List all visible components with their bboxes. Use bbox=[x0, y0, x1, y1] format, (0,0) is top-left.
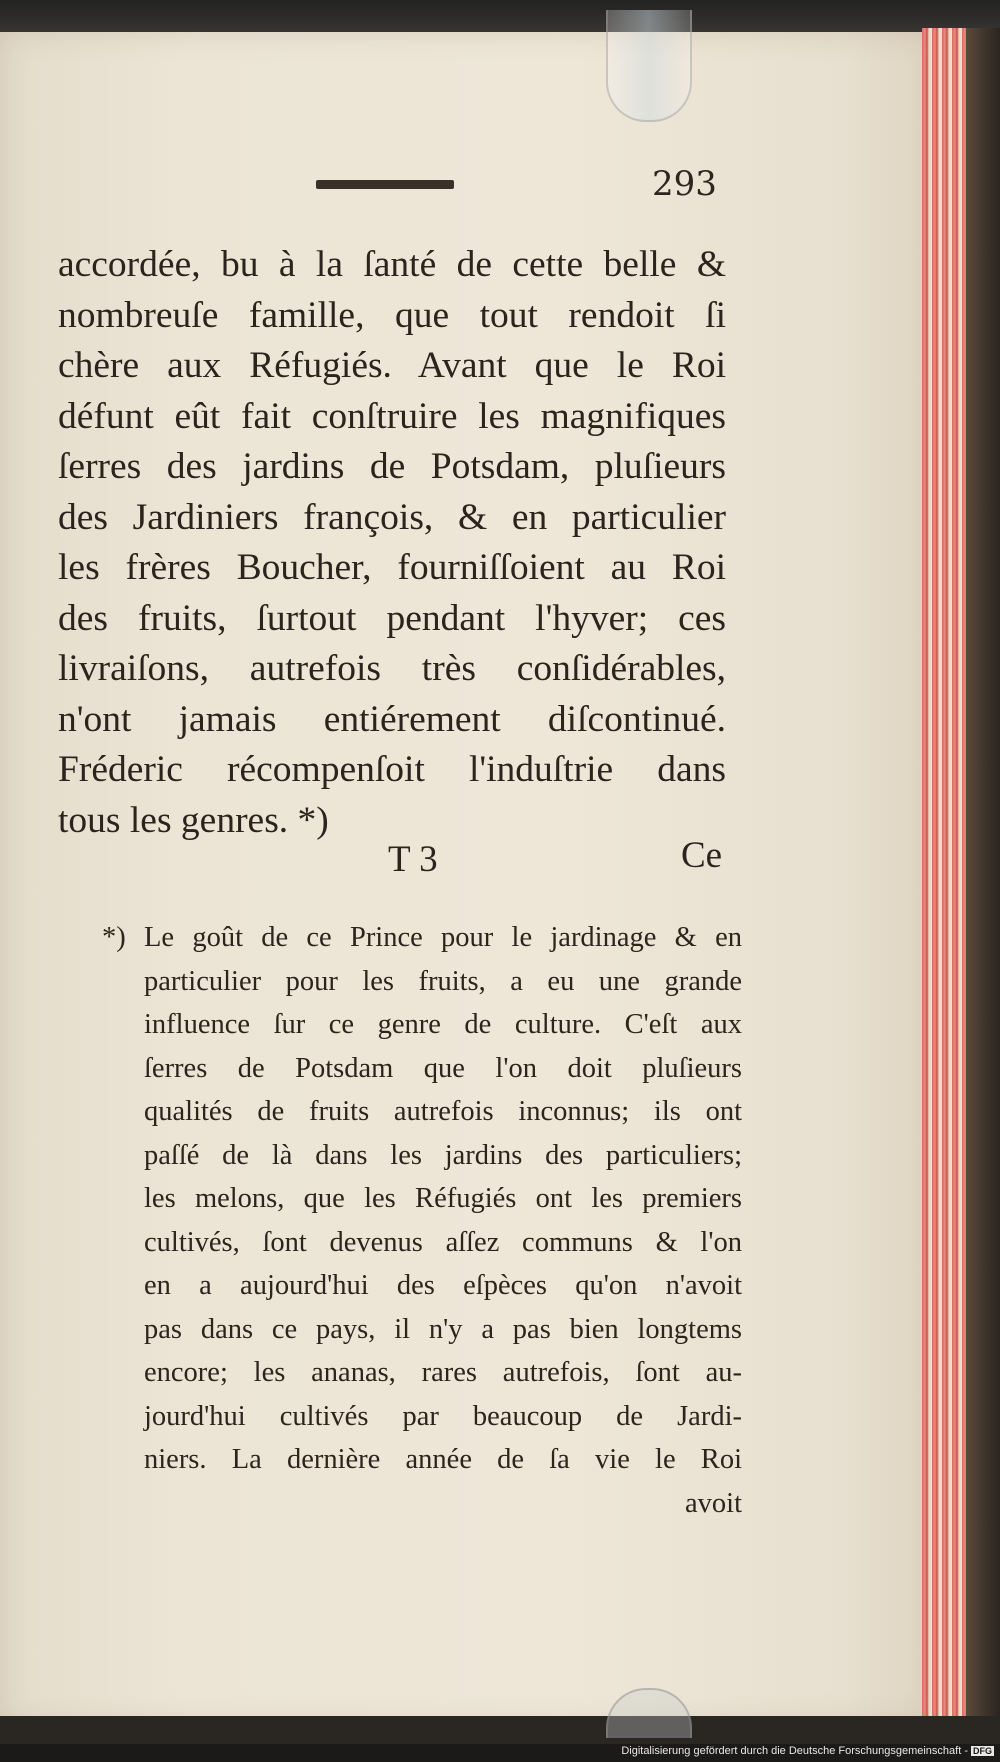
footnote-line: *) Le goût de ce Prince pour le jardinage & en bbox=[102, 922, 742, 953]
text-line: livraiſons, autrefois très conſidérables, bbox=[58, 648, 726, 689]
text-line: n'ont jamais entiérement diſcontinué. bbox=[58, 698, 726, 740]
footnote-line: ſerres de Potsdam que l'on doit pluſieurs bbox=[144, 1052, 742, 1084]
footnote-line: qualités de fruits autrefois inconnus; ils ont bbox=[144, 1096, 742, 1127]
text-line: défunt eût fait conſtruire les magnifiques bbox=[58, 395, 726, 437]
footnote-line: jourd'hui cultivés par beaucoup de Jardi- bbox=[144, 1400, 742, 1432]
page-number: 293 bbox=[652, 164, 717, 204]
main-text bbox=[58, 240, 726, 846]
text-line: les frères Boucher, fourniſſoient au Roi bbox=[58, 547, 726, 588]
page-edges bbox=[922, 28, 968, 1718]
text-line: tous les genres. *) bbox=[58, 799, 329, 841]
footnote-line: paſſé de là dans les jardins des particuliers; bbox=[144, 1139, 742, 1171]
text-line: nombreuſe famille, que tout rendoit ſi bbox=[58, 294, 726, 336]
dfg-logo: DFG bbox=[973, 1746, 992, 1756]
digitization-credit bbox=[621, 1745, 994, 1757]
footnote-line: en a aujourd'hui des eſpèces qu'on n'avoit bbox=[144, 1270, 742, 1301]
header-rule bbox=[316, 180, 454, 189]
signature-mark: T 3 bbox=[388, 839, 438, 880]
footnote-line: encore; les ananas, rares autrefois, ſont au- bbox=[144, 1357, 742, 1388]
page-clip-top bbox=[606, 10, 692, 122]
footnote-catchword: avoit bbox=[685, 1487, 742, 1519]
text-line: des Jardiniers françois, & en particulier bbox=[58, 496, 726, 538]
scan-background-bottom bbox=[0, 1716, 1000, 1746]
scan-background-right bbox=[966, 28, 1000, 1728]
footnote-line: niers. La dernière année de ſa vie le Roi bbox=[144, 1444, 742, 1475]
text-line: chère aux Réfugiés. Avant que le Roi bbox=[58, 345, 726, 386]
footnote-line: les melons, que les Réfugiés ont les premiers bbox=[144, 1183, 742, 1214]
text-line: accordée, bu à la ſanté de cette belle & bbox=[58, 244, 726, 285]
footnote-line: cultivés, ſont devenus aſſez communs & l'on bbox=[144, 1226, 742, 1258]
text-line: Fréderic récompenſoit l'induſtrie dans bbox=[58, 749, 726, 790]
text-line: ſerres des jardins de Potsdam, pluſieurs bbox=[58, 446, 726, 487]
footnote bbox=[102, 916, 742, 1525]
footnote-line: influence ſur ce genre de culture. C'eſt aux bbox=[144, 1009, 742, 1040]
catchword: Ce bbox=[681, 835, 723, 876]
credit-text: Digitalisierung gefördert durch die Deutsche Forschungsgemeinschaft - bbox=[621, 1745, 968, 1757]
text-line: des fruits, ſurtout pendant l'hyver; ces bbox=[58, 597, 726, 639]
footnote-line: particulier pour les fruits, a eu une grande bbox=[144, 965, 742, 997]
footnote-line: pas dans ce pays, il n'y a pas bien longtems bbox=[144, 1313, 742, 1345]
